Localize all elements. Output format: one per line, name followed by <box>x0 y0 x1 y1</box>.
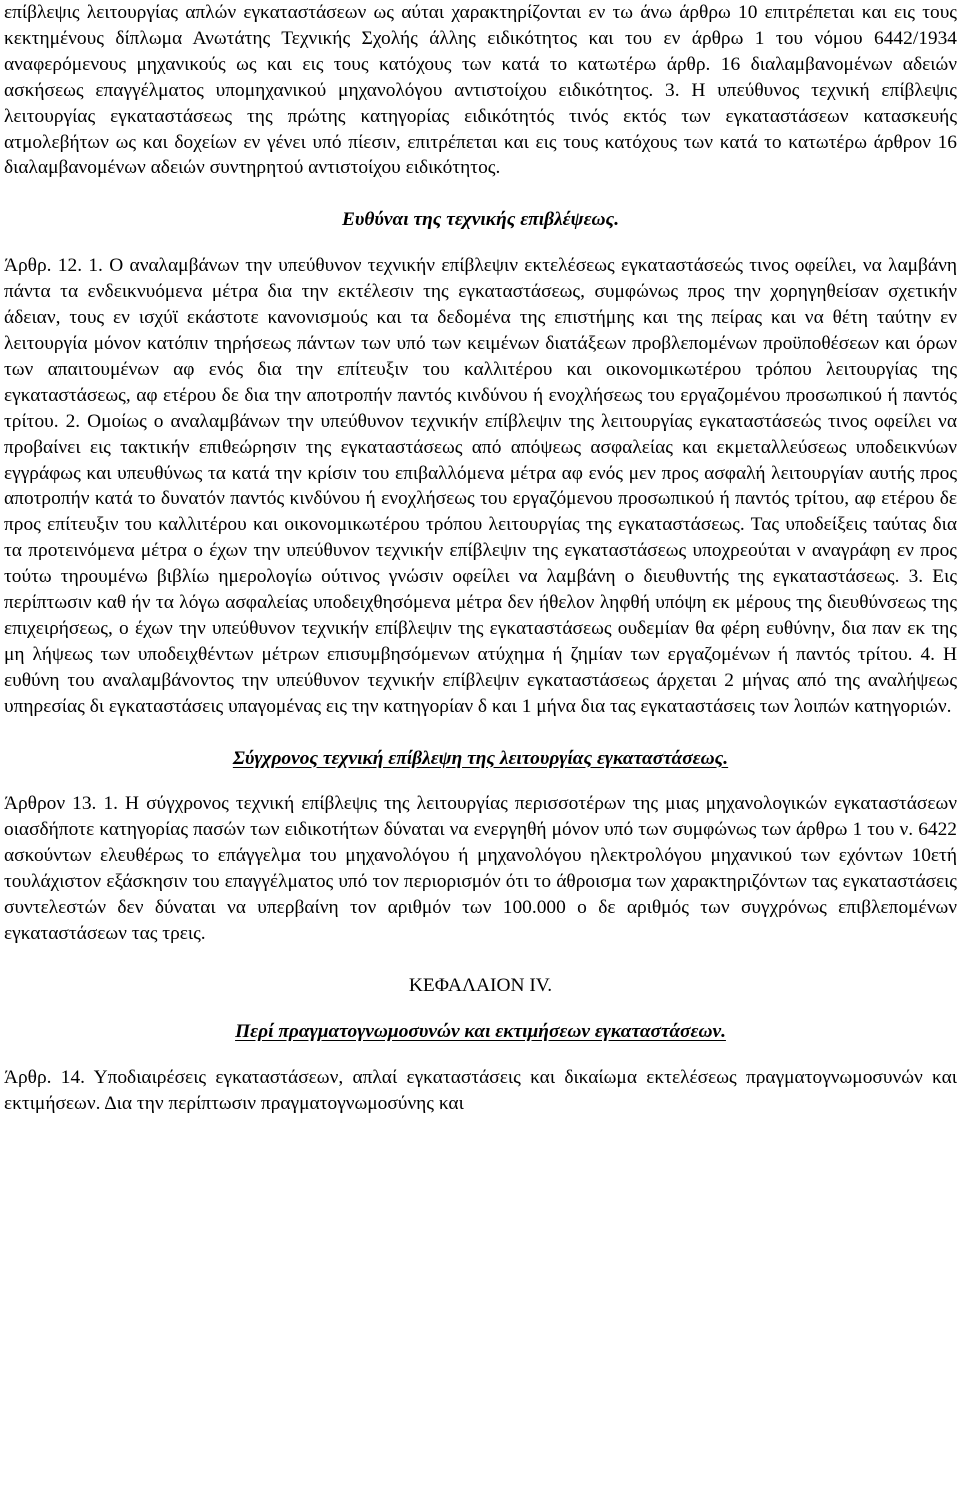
spacer <box>4 1045 957 1065</box>
section-heading-expert-reports: Περί πραγματογνωμοσυνών και εκτιμήσεων εγκαταστάσεων. <box>235 1020 726 1042</box>
section-heading-simultaneous-supervision: Σύγχρονος τεχνική επίβλεψη της λειτουργίας εγκαταστάσεως. <box>232 747 729 769</box>
spacer <box>4 720 957 746</box>
spacer <box>4 181 957 207</box>
chapter-heading: ΚΕΦΑΛΑΙΟΝ IV. <box>408 974 553 996</box>
spacer <box>4 999 957 1019</box>
paragraph-article-14: Άρθρ. 14. Υποδιαιρέσεις εγκαταστάσεων, απλαί εγκαταστάσεις και δικαίωμα εκτελέσεως πραγματογνωμοσυνών και εκτιμήσεων. Δια την περίπτωσιν πραγματογνωμοσύνης και <box>4 1066 957 1114</box>
paragraph-article-12: Άρθρ. 12. 1. Ο αναλαμβάνων την υπεύθυνον τεχνικήν επίβλεψιν εκτελέσεως εγκαταστάσεώς τινος οφείλει, να λαμβάνη πάντα τα ενδεικνυόμενα μέτρα δια την εκτέλεσιν της εγκαταστάσεως, συμφώνως προς την χορηγηθείσαν σχετικήν άδειαν, τους εν ισχύϊ εκάστοτε κανονισμούς και τα δεδομένα της επιστήμης και της πείρας και να θέτη ταύτην εν λειτουργία μόνον κατόπιν τηρήσεως πάντων των υπό των κειμένων διατάξεων προβλεπομένων προϋποθέσεων και όρων των απαιτουμένων αφ ενός δια την επίτευξιν του καλλιτέρου και οικονομικωτέρου τρόπου λειτουργίας της εγκαταστάσεως, αφ ετέρου δε δια την αποτροπήν παντός κινδύνου ή ενοχλήσεως του εργαζομένου προσωπικού ή παντός τρίτου. 2. Ομοίως ο αναλαμβάνων την υπεύθυνον τεχνικήν επίβλεψιν της λειτουργίας εγκαταστάσεώς τινος οφείλει να προβαίνει εις τακτικήν επιθεώρησιν της εγκαταστάσεως από απόψεως ασφαλείας και εκμεταλλεύσεως υποδεικνύων εγγράφως και υπευθύνως τα κατά την κρίσιν του επιβαλλόμενα μέτρα αφ ενός μεν προς ασφαλή λειτουργίαν αυτής προς αποτροπήν κατά το δυνατόν παντός κινδύνου ή ενοχλήσεως του εργαζόμενου προσωπικού ή παντός τρίτου, αφ ετέρου δε προς επίτευξιν του καλλιτέρου και οικονομικωτέρου τρόπου λειτουργίας της εγκαταστάσεως. Τας υποδείξεις ταύτας δια τα προτεινόμενα μέτρα ο έχων την υπεύθυνον τεχνικήν επίβλεψιν της εγκαταστάσεως υποχρεούται ν αναγράφη εν προς τούτω τηρουμένω βιβλίω ημερολογίω ούτινος γνώσιν οφείλει να λαμβάνη ο διευθυντής της εγκαταστάσεως. 3. Εις περίπτωσιν καθ ήν τα λόγω ασφαλείας υποδειχθησόμενα μέτρα δεν ήθελον ληφθή υπόψη εκ μέρους της διευθύνσεως της επιχειρήσεως, ο έχων την υπεύθυνον τεχνικήν επίβλεψιν της εγκαταστάσεως ουδεμίαν θα φέρη ευθύνην, δια παν εκ της μη λήψεως των υποδειχθέντων μέτρων επισυμβησόμενων ατύχημα ή ζημίαν των εργαζομένων ή παντός τρίτου. 4. Η ευθύνη του αναλαμβάνοντος την υπεύθυνον τεχνικήν επίβλεψιν εγκαταστάσεως άρχεται 2 μήνας από της αναλήψεως υπηρεσίας δι εγκαταστάσεις υπαγομένας εις την κατηγορίαν δ και 1 μήνα δια τας εγκαταστάσεις των λοιπών κατηγοριών. <box>4 255 957 717</box>
paragraph-article-11-continued: επίβλεψις λειτουργίας απλών εγκαταστάσεων ως αύται χαρακτηρίζονται εν τω άνω άρθρω 10 επιτρέπεται και εις τους κεκτημένους δίπλωμα Ανωτάτης Τεχνικής Σχολής άλλης ειδικότητος και του εν άρθρω 1 του νόμου 6442/1934 αναφερόμενους μηχανικούς ως και εις τους κατόχους των κατά το κατωτέρω άρθρ. 16 διαλαμβανομένων αδειών ασκήσεως επαγγέλματος υπομηχανικού μηχανολόγου αντιστοίχου ειδικότητος. 3. Η υπεύθυνος τεχνική επίβλεψις λειτουργίας εγκαταστάσεως της πρώτης κατηγορίας ειδικότητός τινός εκτός των εγκαταστάσεων κατασκευής ατμολεβήτων ως και δοχείων εν γένει υπό πίεσιν, επιτρέπεται και εις τους κατόχους των κατά το κατωτέρω άρθρον 16 διαλαμβανομένων αδειών συντηρητού αντιστοίχου ειδικότητος. <box>4 2 957 179</box>
section-heading-liabilities: Ευθύναι της τεχνικής επιβλέψεως. <box>341 209 620 231</box>
spacer <box>4 947 957 973</box>
spacer <box>4 233 957 253</box>
paragraph-article-13: Άρθρον 13. 1. Η σύγχρονος τεχνική επίβλεψις της λειτουργίας περισσοτέρων της μιας μηχανολογικών εγκαταστάσεων οιασδήποτε κατηγορίας πασών των ειδικοτήτων δύναται να ενεργηθή μόνον υπό των συμφώνως των άρθρω 1 του ν. 6422 ασκούντων ελευθέρως το επάγγελμα του μηχανολόγου ή μηχανολόγου ηλεκτρολόγου μηχανικού των εχόντων 10ετή τουλάχιστον εξάσκησιν του επαγγέλματος υπό τον περιορισμόν ότι το άθροισμα των χαρακτηριζόντων τας εγκαταστάσεις συντελεστών δεν δύναται να υπερβαίνη τον αριθμόν των 100.000 ο δε αριθμός των συγχρόνως επιβλεπομένων εγκαταστάσεων τας τρεις. <box>4 793 957 944</box>
spacer <box>4 771 957 791</box>
